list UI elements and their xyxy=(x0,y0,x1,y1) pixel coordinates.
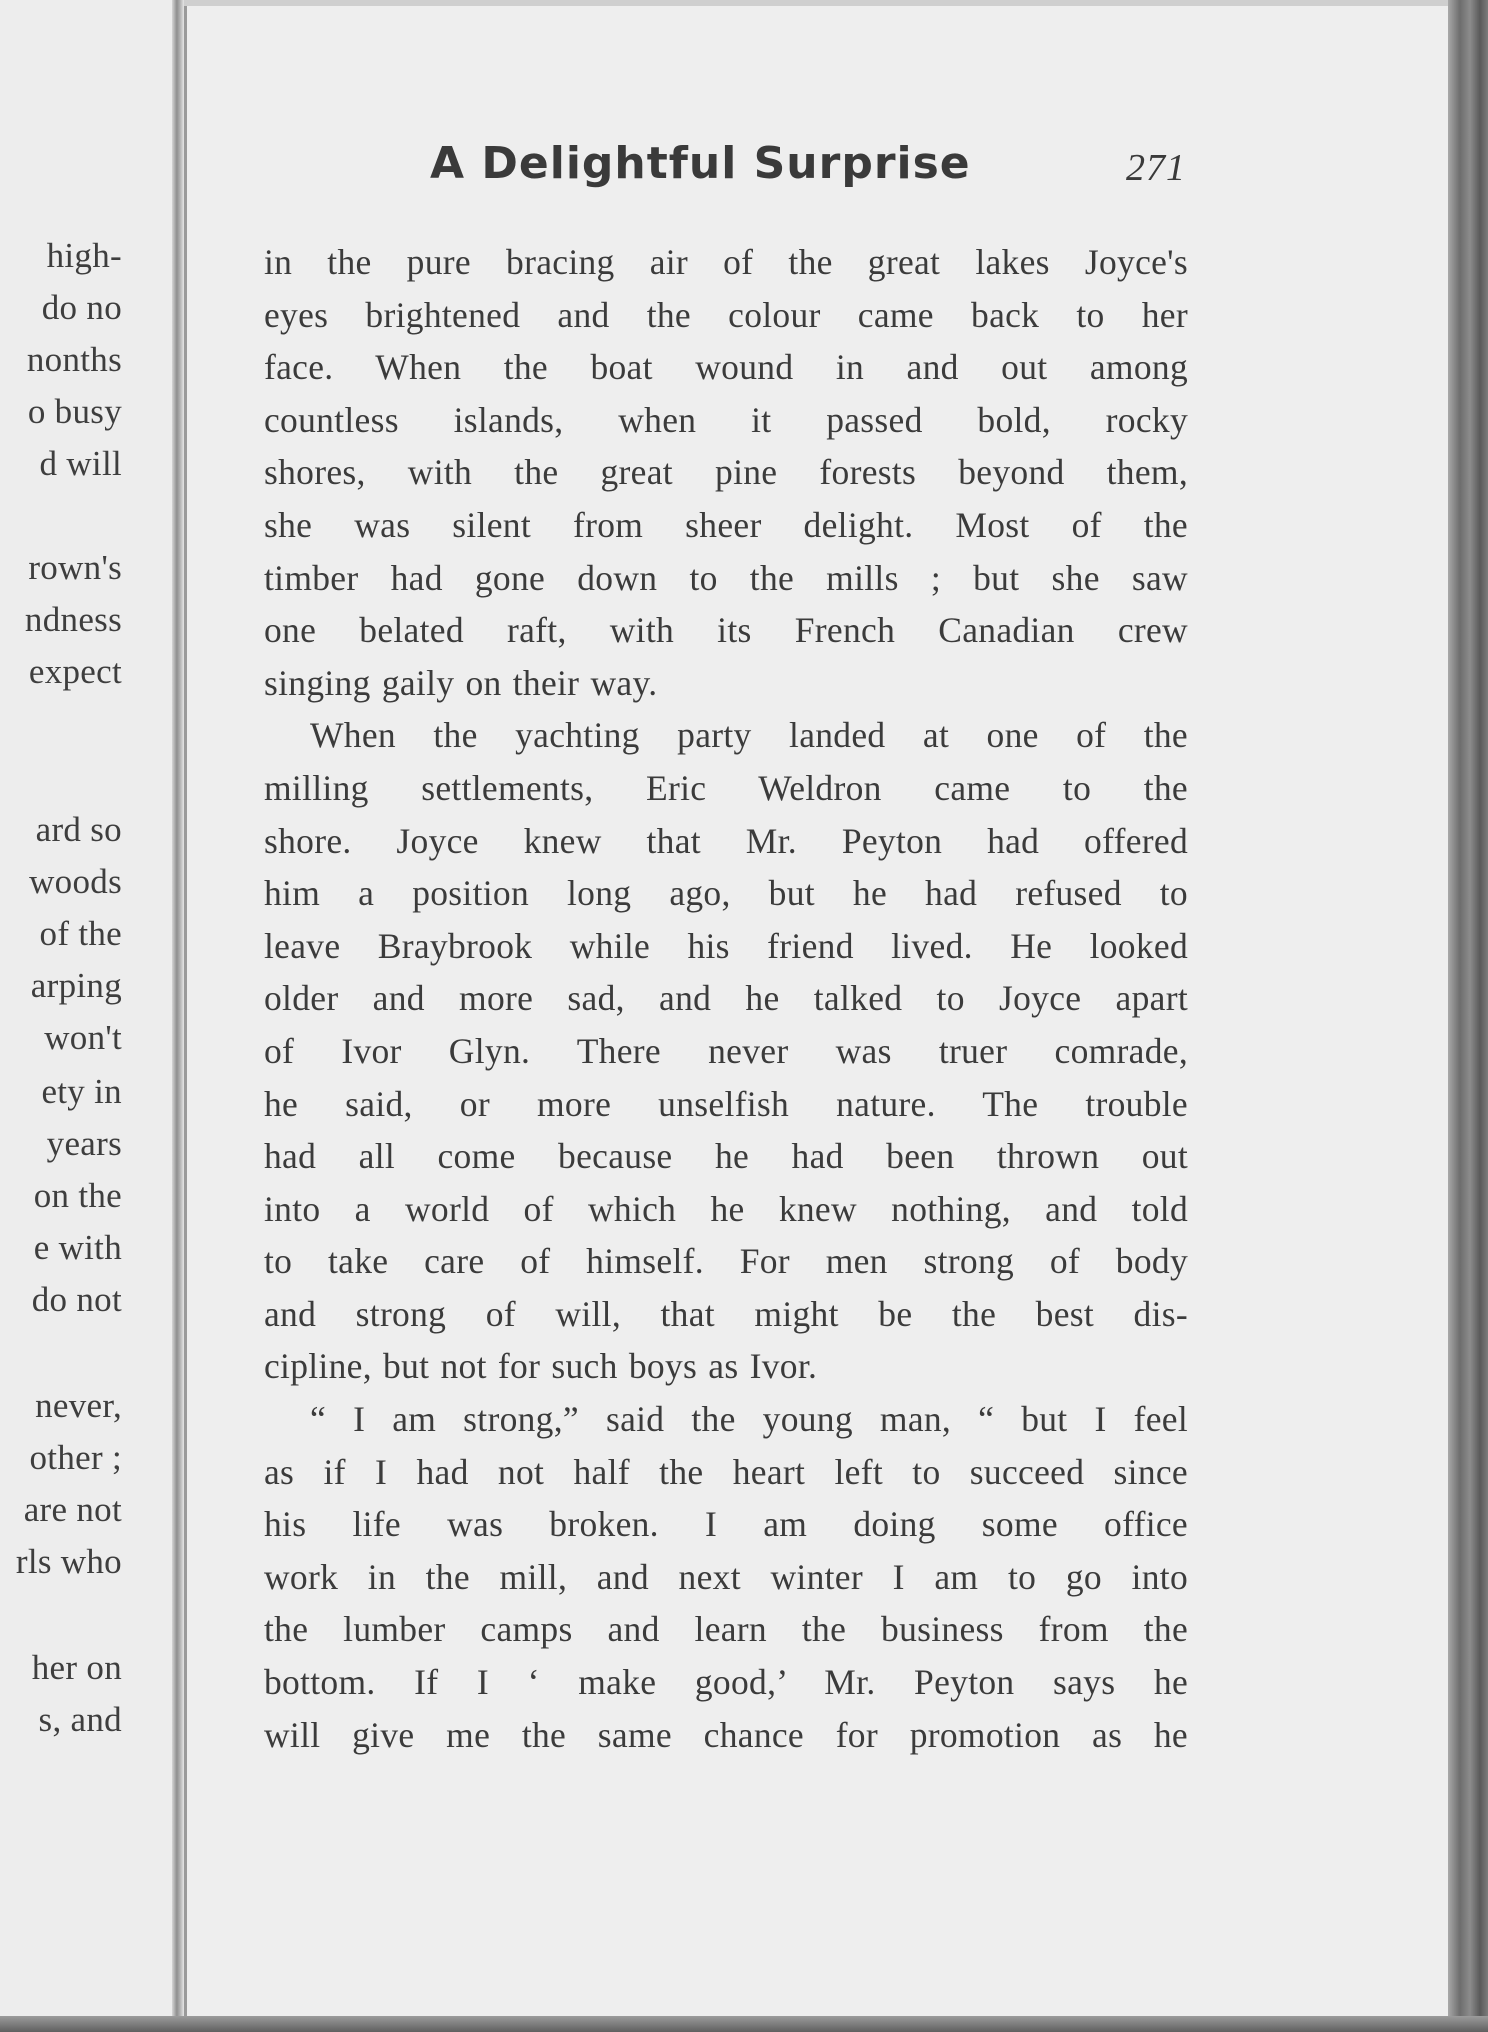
left-page-line: woods xyxy=(29,862,122,901)
text-line: “ I am strong,” said the young man, “ but I feel xyxy=(310,1399,1188,1440)
left-page-line: high- xyxy=(46,236,122,275)
left-page-line: d will xyxy=(39,444,122,483)
text-line: shores, with the great pine forests beyond them, xyxy=(264,452,1188,493)
left-page-line: years xyxy=(46,1124,122,1163)
text-line: she was silent from sheer delight. Most of the xyxy=(264,504,1188,545)
text-line: into a world of which he knew nothing, and told xyxy=(264,1188,1188,1229)
left-page-line: s, and xyxy=(38,1700,122,1739)
text-line: of Ivor Glyn. There never was truer comrade, xyxy=(264,1030,1188,1071)
text-line: older and more sad, and he talked to Joyce apart xyxy=(264,978,1188,1019)
left-page-line: expect xyxy=(28,652,122,691)
text-line: cipline, but not for such boys as Ivor. xyxy=(264,1346,818,1387)
body-text xyxy=(264,236,1188,1761)
text-line: will give me the same chance for promotion as he xyxy=(264,1714,1188,1755)
left-page-line: o busy xyxy=(27,392,122,431)
running-head: A Delightful Surprise xyxy=(430,138,971,189)
text-line: to take care of himself. For men strong of body xyxy=(264,1241,1188,1282)
text-line: one belated raft, with its French Canadian crew xyxy=(264,610,1188,651)
left-page-line: e with xyxy=(33,1228,122,1267)
page-edge-bottom xyxy=(0,2016,1488,2032)
left-page-line: rls who xyxy=(15,1542,122,1581)
book-gutter xyxy=(172,0,184,2032)
left-page-line: arping xyxy=(30,966,122,1005)
text-line: he said, or more unselfish nature. The trouble xyxy=(264,1083,1188,1124)
left-page-line: do no xyxy=(41,288,122,327)
text-line: work in the mill, and next winter I am to go into xyxy=(264,1556,1188,1597)
left-page-line: do not xyxy=(31,1280,122,1319)
left-page-line: are not xyxy=(23,1490,122,1529)
text-line: as if I had not half the heart left to succeed since xyxy=(264,1451,1188,1492)
left-page-line: never, xyxy=(35,1386,122,1425)
left-page-line: won't xyxy=(44,1018,122,1057)
text-line: leave Braybrook while his friend lived. He looked xyxy=(264,925,1188,966)
left-page-line: on the xyxy=(33,1176,122,1215)
text-line: milling settlements, Eric Weldron came to the xyxy=(264,767,1188,808)
left-page-line: of the xyxy=(39,914,122,953)
text-line: shore. Joyce knew that Mr. Peyton had offered xyxy=(264,820,1188,861)
text-line: bottom. If I ‘ make good,’ Mr. Peyton says he xyxy=(264,1662,1188,1703)
text-line: the lumber camps and learn the business from the xyxy=(264,1609,1188,1650)
text-line: and strong of will, that might be the best dis- xyxy=(264,1293,1188,1334)
text-line: had all come because he had been thrown out xyxy=(264,1136,1188,1177)
text-line: him a position long ago, but he had refused to xyxy=(264,873,1188,914)
page-edge-right xyxy=(1448,0,1488,2032)
left-page-line: rown's xyxy=(28,548,122,587)
text-line: countless islands, when it passed bold, rocky xyxy=(264,399,1188,440)
left-facing-page xyxy=(0,0,178,2032)
text-line: his life was broken. I am doing some office xyxy=(264,1504,1188,1545)
left-page-line: other ; xyxy=(29,1438,122,1477)
left-page-line: ety in xyxy=(41,1072,122,1111)
text-line: face. When the boat wound in and out among xyxy=(264,347,1188,388)
left-page-line: ard so xyxy=(35,810,122,849)
left-page-line: her on xyxy=(31,1648,122,1687)
page-number: 271 xyxy=(1126,147,1186,189)
text-line: singing gaily on their way. xyxy=(264,662,658,703)
text-line: timber had gone down to the mills ; but she saw xyxy=(264,557,1188,598)
text-line: When the yachting party landed at one of the xyxy=(310,715,1188,756)
left-page-line: nonths xyxy=(26,340,122,379)
left-page-line: ndness xyxy=(24,600,122,639)
text-line: eyes brightened and the colour came back to her xyxy=(264,294,1188,335)
text-line: in the pure bracing air of the great lakes Joyce's xyxy=(264,242,1188,282)
